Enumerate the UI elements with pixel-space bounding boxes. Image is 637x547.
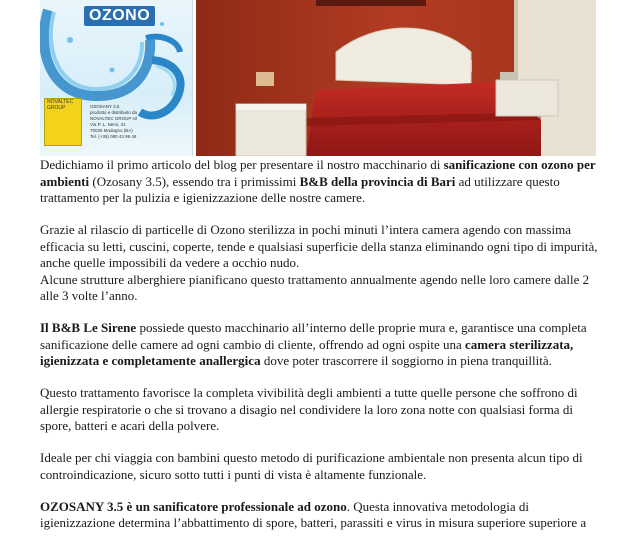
text: . Questa innovativa metodologia di igienizzazione determina l’abbattimento di spore, batteri, parassiti e virus in misura superiore superiore a (40, 498, 587, 530)
ozone-brochure-image (40, 0, 193, 156)
paragraph-ozone (40, 222, 600, 305)
text: Alcune strutture alberghiere pianificano questo trattamento annualmente agendo nelle loro camere dalle 2 alle 3 volte l’anno. (40, 271, 590, 303)
text: ad utilizzare questo trattamento per la pulizia e igienizzazione delle nostre camere. (40, 173, 560, 205)
bold-text: camera sterilizzata, igienizzata e completamente anallergica (40, 336, 574, 368)
bold-text: B&B della provincia di Bari (299, 173, 456, 189)
paragraph-intro (40, 157, 600, 207)
info-line: Tel. (+39) 080 44 99 49 (90, 134, 137, 139)
info-line: 70026 Modugno (BA) (90, 128, 133, 133)
bedroom-illustration (196, 0, 596, 156)
header-images (40, 0, 596, 156)
brochure-info (90, 104, 150, 140)
text: (Ozosany 3.5), essendo tra i primissimi (89, 173, 300, 189)
bold-text: Il B&B Le Sirene (40, 320, 137, 335)
text: Grazie al rilascio di particelle di Ozono sterilizza in pochi minuti l’intera camera agendo con massima efficacia su letti, cuscini, coperte, tende e qualsiasi superficie della stanza eliminando ogni tipo di impurità, anche quelle impossibili da vedere a occhio nudo. (40, 222, 598, 270)
paragraph-children: Ideale per chi viaggia con bambini questo metodo di purificazione ambientale non presenta alcun tipo di controindicazione, sicuro sotto tutti i punti di vista è altamente funzionale. (40, 450, 583, 482)
logo-line: NOVALTEC (47, 99, 74, 105)
novaltec-logo (44, 98, 82, 146)
text: dove poter trascorrere il soggiorno in piena tranquillità. (260, 353, 552, 368)
info-line: NOVALTEC GROUP srl (90, 116, 138, 121)
info-line: Via P. L. Nervi, 31 (90, 122, 126, 127)
bold-text: OZOSANY 3.5 è un sanificatore professionale ad ozono (40, 498, 347, 514)
paragraph-le-sirene (40, 320, 600, 370)
paragraph-ozosany (40, 499, 600, 532)
bedroom-photo (196, 0, 596, 156)
info-line: OZOSANY 3,5 (90, 104, 120, 109)
brand-name: OZONO (84, 6, 155, 26)
info-line: prodotto e distribuito da (90, 110, 138, 115)
text: possiede questo macchinario all’interno delle proprie mura e, garantisce una completa sanificazione delle camere ad ogni cambio di cliente, offrendo ad ogni ospite una (40, 320, 587, 352)
text: Dedichiamo il primo articolo del blog per presentare il nostro macchinario di (40, 157, 444, 172)
bold-text: sanificazione con ozono per ambienti (40, 157, 596, 189)
paragraph-allergies: Questo trattamento favorisce la completa vivibilità degli ambienti a tutte quelle persone che soffrono di allergie respiratorie o che si trovano a disagio nel condividere la loro zona notte con qualsiasi forma di spore, batteri e acari della polvere. (40, 385, 578, 433)
logo-line: GROUP (47, 105, 66, 111)
blog-article (40, 157, 600, 547)
